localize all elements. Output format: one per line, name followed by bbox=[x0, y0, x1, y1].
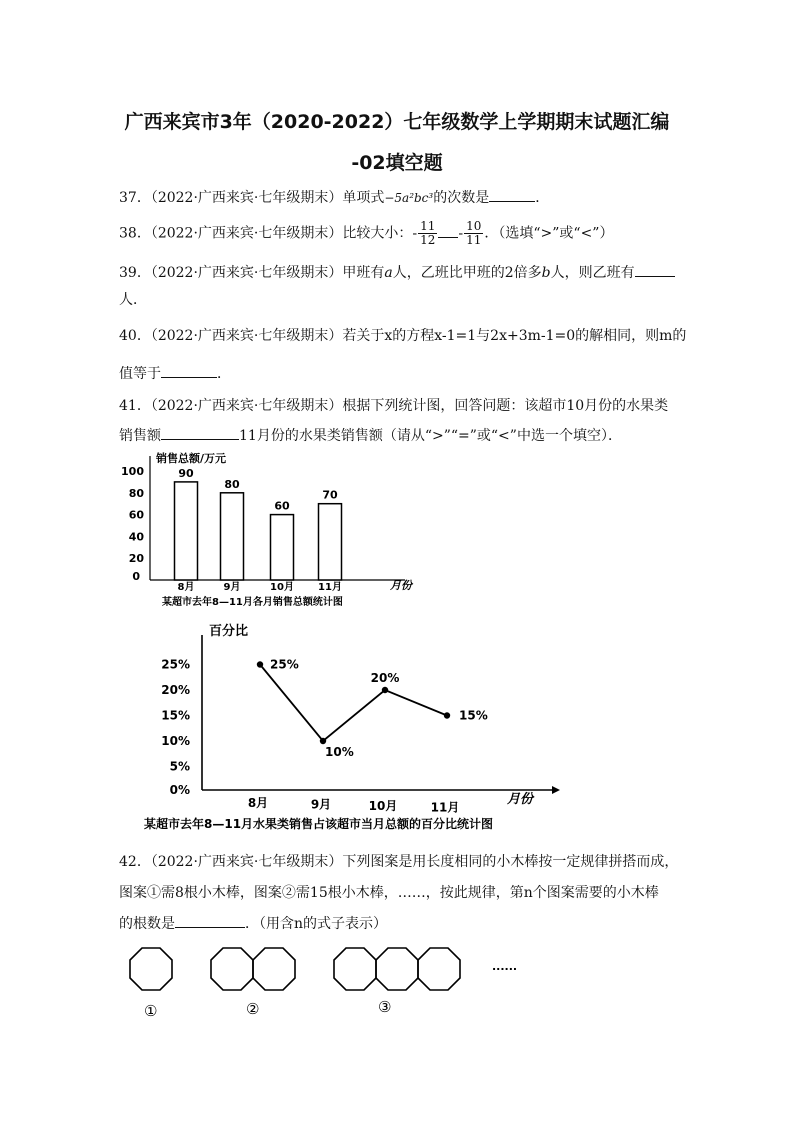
q37-end: ． bbox=[535, 190, 550, 206]
question-42 bbox=[119, 852, 678, 872]
bar-ytick-label-1: 20 bbox=[128, 552, 144, 566]
q39-var-a: a bbox=[384, 265, 393, 281]
q40-answer-blank[interactable] bbox=[161, 363, 217, 378]
page-title-line2: -02填空题 bbox=[351, 152, 443, 174]
octagon-pattern-1 bbox=[130, 948, 172, 990]
bar-chart-caption: 某超市去年8—11月各月销售总额统计图 bbox=[162, 597, 343, 608]
question-41-line2 bbox=[119, 425, 622, 446]
page-title-line1: 广西来宾市3年（2020-2022）七年级数学上学期期末试题汇编 bbox=[124, 111, 670, 133]
octagon-pattern-2 bbox=[211, 948, 295, 990]
q38-fraction-1 bbox=[418, 220, 437, 247]
pattern-ellipsis: ...... bbox=[492, 960, 518, 973]
bar-ytick-label-2: 40 bbox=[128, 530, 144, 544]
q38-prefix: 38．（2022·广西来宾·七年级期末）比较大小：- bbox=[119, 225, 418, 242]
line-value-label-1: 10% bbox=[325, 745, 354, 759]
line-value-label-3: 15% bbox=[459, 708, 488, 723]
q37-suffix: 的次数是 bbox=[433, 190, 490, 206]
bar-1 bbox=[221, 493, 244, 580]
q38-answer-blank[interactable] bbox=[438, 223, 458, 238]
line-ytick-label-5: 25% bbox=[161, 657, 190, 672]
bar-xtick-label-0: 8月 bbox=[177, 582, 195, 593]
q39-line2: 人． bbox=[119, 292, 147, 308]
bar-ytick-label-0: 0 bbox=[132, 570, 140, 583]
q37-prefix: 37．（2022·广西来宾·七年级期末）单项式 bbox=[119, 190, 385, 206]
question-42-line3 bbox=[119, 913, 387, 934]
q42-line3-suffix: ．（用含n的式子表示） bbox=[245, 916, 388, 932]
q42-answer-blank[interactable] bbox=[175, 913, 245, 928]
q41-answer-blank[interactable] bbox=[161, 425, 239, 440]
line-xtick-label-3: 11月 bbox=[430, 800, 460, 815]
bar-3 bbox=[319, 504, 342, 580]
q41-line1: 41．（2022·广西来宾·七年级期末）根据下列统计图，回答问题：该超市10月份的水果类 bbox=[119, 398, 669, 414]
q39-answer-blank[interactable] bbox=[635, 262, 675, 277]
q40-line2-prefix: 值等于 bbox=[119, 366, 161, 382]
bar-2 bbox=[271, 515, 294, 580]
pattern-label-1: ① bbox=[144, 1002, 158, 1020]
q38-frac2-den: 11 bbox=[466, 233, 482, 247]
bar-value-label-2: 60 bbox=[274, 499, 290, 513]
bar-value-label-0: 90 bbox=[178, 466, 194, 480]
question-41 bbox=[119, 396, 668, 416]
line-xtick-label-1: 9月 bbox=[310, 797, 332, 812]
bar-ytick-label-5: 100 bbox=[121, 465, 144, 478]
bar-chart-ylabel: 销售总额/万元 bbox=[156, 452, 227, 465]
octagon-pattern-3 bbox=[334, 948, 460, 990]
q39-line1-mid: 人，乙班比甲班的2倍多 bbox=[392, 265, 542, 281]
line-point-0 bbox=[257, 661, 263, 667]
q39-line1-suffix: 人，则乙班有 bbox=[550, 265, 635, 281]
q37-monomial: −5a²bc³ bbox=[384, 191, 434, 205]
pattern-label-2: ② bbox=[246, 1000, 260, 1018]
question-40-line2 bbox=[119, 363, 231, 384]
question-40 bbox=[119, 326, 686, 346]
q38-frac1-num: 11 bbox=[420, 219, 436, 233]
line-point-2 bbox=[382, 687, 388, 693]
q40-line2-suffix: ． bbox=[217, 366, 231, 382]
bar-xtick-label-1: 9月 bbox=[223, 582, 241, 593]
line-xtick-label-2: 10月 bbox=[368, 799, 398, 813]
bar-chart bbox=[110, 448, 430, 610]
line-point-3 bbox=[444, 712, 450, 718]
bar-0 bbox=[175, 482, 198, 580]
bar-xtick-label-3: 11月 bbox=[318, 582, 342, 593]
line-xtick-label-0: 8月 bbox=[247, 796, 269, 810]
q38-frac1-den: 12 bbox=[420, 233, 436, 247]
q38-suffix: ．（选填“>”或“<”） bbox=[484, 225, 614, 242]
question-38 bbox=[119, 220, 613, 247]
q40-line1: 40．（2022·广西来宾·七年级期末）若关于x的方程x-1=1与2x+3m-1=0的解相同，则m的 bbox=[119, 328, 687, 344]
q41-line2-suffix: 11月份的水果类销售额（请从“>”“=”或“<”中选一个填空）． bbox=[239, 428, 622, 444]
line-ytick-label-1: 5% bbox=[169, 759, 190, 774]
q42-line1: 42．（2022·广西来宾·七年级期末）下列图案是用长度相同的小木棒按一定规律拼搭而成， bbox=[119, 854, 679, 870]
line-chart bbox=[140, 615, 600, 840]
bar-value-label-1: 80 bbox=[224, 477, 240, 491]
question-39-line2 bbox=[119, 290, 147, 310]
q39-line1-prefix: 39．（2022·广西来宾·七年级期末）甲班有 bbox=[119, 265, 385, 281]
line-value-label-0: 25% bbox=[270, 657, 299, 672]
q38-fraction-2 bbox=[464, 220, 483, 247]
q41-line2-prefix: 销售额 bbox=[119, 428, 161, 444]
bar-xtick-label-2: 10月 bbox=[270, 582, 294, 593]
line-ytick-label-2: 10% bbox=[161, 734, 190, 748]
q39-var-b: b bbox=[541, 265, 551, 281]
line-series bbox=[260, 665, 447, 742]
q42-line3-prefix: 的根数是 bbox=[119, 916, 175, 932]
bar-chart-xlabel: 月份 bbox=[390, 579, 412, 592]
line-chart-xlabel: 月份 bbox=[507, 792, 534, 807]
line-chart-caption: 某超市去年8—11月水果类销售占该超市当月总额的百分比统计图 bbox=[144, 817, 494, 831]
question-39 bbox=[119, 262, 675, 283]
line-ytick-label-4: 20% bbox=[161, 683, 190, 697]
question-42-line2 bbox=[119, 883, 659, 903]
bar-ytick-label-4: 80 bbox=[128, 486, 144, 500]
octagon-pattern-figure bbox=[110, 940, 550, 1030]
line-point-1 bbox=[320, 738, 326, 744]
q38-mid: - bbox=[458, 225, 464, 242]
bar-ytick-label-3: 60 bbox=[128, 508, 144, 522]
line-chart-axes bbox=[202, 635, 560, 794]
question-37 bbox=[119, 187, 549, 208]
q37-answer-blank[interactable] bbox=[489, 187, 535, 202]
bar-value-label-3: 70 bbox=[322, 488, 338, 502]
line-ytick-label-3: 15% bbox=[161, 708, 190, 723]
q38-frac2-num: 10 bbox=[466, 219, 482, 233]
pattern-label-3: ③ bbox=[378, 998, 392, 1016]
line-ytick-label-0: 0% bbox=[169, 783, 190, 797]
line-value-label-2: 20% bbox=[370, 671, 400, 685]
line-chart-ylabel: 百分比 bbox=[209, 624, 249, 639]
q42-line2: 图案①需8根小木棒，图案②需15根小木棒，……，按此规律，第n个图案需要的小木棒 bbox=[119, 885, 659, 901]
